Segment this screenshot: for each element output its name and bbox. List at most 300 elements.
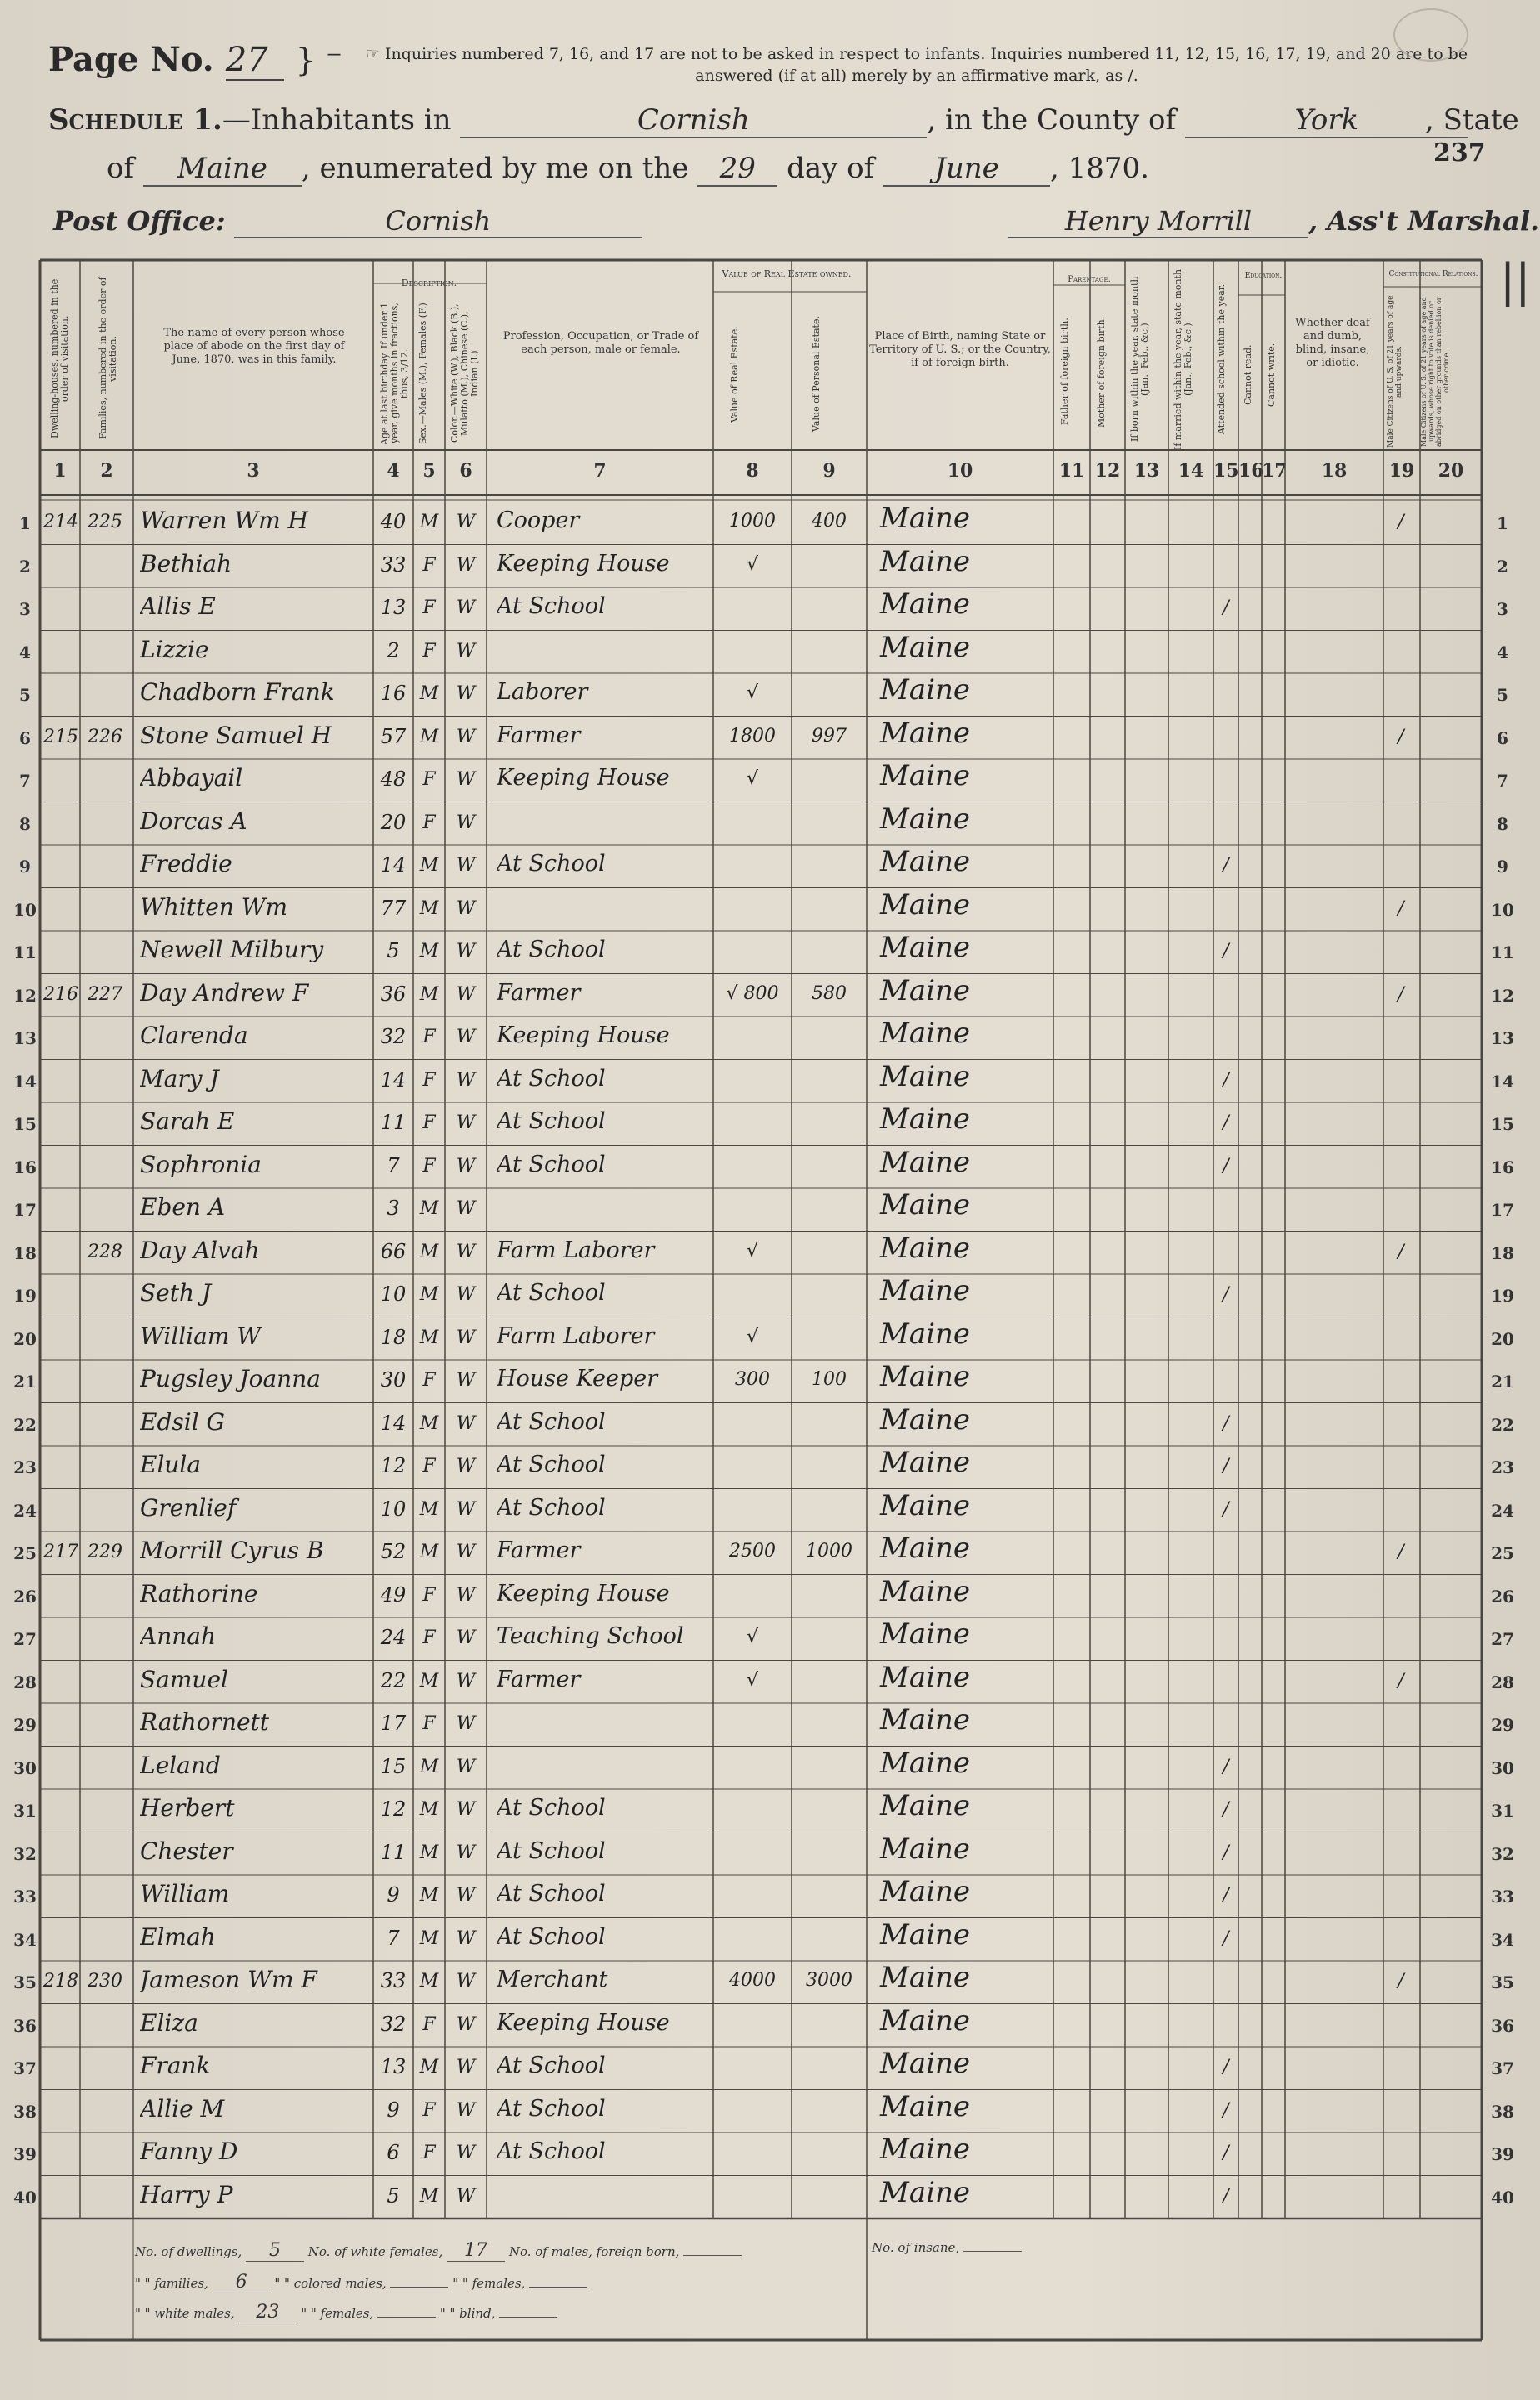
page-number-value: 27 <box>226 41 284 81</box>
birthplace: Maine <box>880 2047 970 2080</box>
real-estate-value: 1000 <box>729 511 776 532</box>
age: 36 <box>380 982 407 1006</box>
line-number: 29 <box>13 1715 37 1735</box>
family-number: 228 <box>88 1241 122 1262</box>
line-number-right: 3 <box>1497 599 1508 619</box>
sex: F <box>422 640 436 662</box>
birthplace: Maine <box>880 1360 970 1393</box>
attended-school-mark: / <box>1222 1756 1229 1778</box>
age: 77 <box>380 896 407 920</box>
line-number: 16 <box>13 1157 37 1178</box>
sex: M <box>419 1842 439 1863</box>
line-number: 22 <box>13 1414 37 1435</box>
color: W <box>456 769 476 790</box>
line-number: 37 <box>13 2058 37 2078</box>
family-number: 227 <box>88 983 122 1005</box>
person-name: Leland <box>140 1751 221 1779</box>
line-number-right: 9 <box>1497 857 1508 877</box>
age: 12 <box>380 1454 407 1478</box>
real-estate-value: √ 800 <box>726 982 779 1004</box>
male-citizen-mark: / <box>1398 726 1404 748</box>
white-females-count: 17 <box>447 2240 505 2262</box>
line-number: 35 <box>13 1972 37 1992</box>
age: 66 <box>380 1239 407 1263</box>
header-vote-denied: Male Citizens of U. S. of 21 years of age and upwards, whose right to vote is denied or abridged on other grounds than rebellion or other crime. <box>1420 297 1450 447</box>
sex: F <box>422 2142 436 2163</box>
male-citizen-mark: / <box>1398 1670 1404 1692</box>
attended-school-mark: / <box>1222 1155 1229 1177</box>
line-number-right: 39 <box>1491 2144 1514 2164</box>
age: 10 <box>380 1497 407 1521</box>
real-estate-value: √ <box>746 682 759 703</box>
color: W <box>456 983 476 1005</box>
header-cannot-write: Cannot write. <box>1266 342 1277 408</box>
line-number: 24 <box>13 1500 37 1521</box>
sex: M <box>419 898 439 919</box>
person-name: William <box>140 1880 230 1908</box>
header-sex: Sex.—Males (M.), Females (F.) <box>418 302 428 444</box>
sex: F <box>422 1713 436 1734</box>
color: W <box>456 1885 476 1906</box>
age: 14 <box>380 1068 407 1092</box>
day-field: 29 <box>698 152 778 187</box>
color: W <box>456 1628 476 1648</box>
line-number: 19 <box>13 1286 37 1306</box>
line-number-right: 30 <box>1491 1758 1514 1778</box>
sex: F <box>422 1027 436 1048</box>
line-number: 23 <box>13 1458 37 1478</box>
header-description: Description. <box>401 278 458 288</box>
birthplace: Maine <box>880 1446 970 1479</box>
color: W <box>456 1842 476 1863</box>
sex: F <box>422 1370 436 1391</box>
margin-mark: || <box>1500 254 1531 307</box>
sex: F <box>422 1155 436 1177</box>
person-name: Bethiah <box>140 549 232 578</box>
line-number-right: 1 <box>1497 513 1508 533</box>
header-married-year: If married within the year, state month (Jan., Feb., &c.) <box>1172 268 1193 450</box>
line-number-right: 17 <box>1491 1200 1514 1220</box>
line-number: 26 <box>13 1586 37 1607</box>
column-number: 10 <box>947 460 973 482</box>
birthplace: Maine <box>880 845 970 878</box>
column-number: 1 <box>53 460 67 482</box>
occupation: Farmer <box>497 722 581 748</box>
footer-insane: No. of insane, <box>872 2240 1022 2255</box>
age: 6 <box>387 2141 400 2164</box>
person-name: Sarah E <box>140 1108 235 1135</box>
sex: F <box>422 554 436 576</box>
line-number: 28 <box>13 1672 37 1692</box>
attended-school-mark: / <box>1222 2142 1229 2163</box>
birthplace: Maine <box>880 802 970 836</box>
column-number: 14 <box>1178 460 1204 482</box>
sex: M <box>419 983 439 1005</box>
header-family: Families, numbered in the order of visitation. <box>98 277 118 440</box>
header-mother-foreign: Mother of foreign birth. <box>1096 316 1107 428</box>
line-number: 31 <box>13 1801 37 1821</box>
line-number: 36 <box>13 2015 37 2036</box>
person-name: Herbert <box>140 1794 235 1822</box>
attended-school-mark: / <box>1222 1456 1229 1477</box>
birthplace: Maine <box>880 716 970 750</box>
marshal-label: , Ass't Marshal. <box>1308 205 1540 237</box>
age: 57 <box>380 724 407 748</box>
color: W <box>456 941 476 962</box>
line-number-right: 26 <box>1491 1586 1514 1607</box>
header-personal-estate: Value of Personal Estate. <box>811 316 822 432</box>
personal-estate-value: 100 <box>812 1369 847 1390</box>
line-number: 3 <box>19 599 31 619</box>
families-count: 6 <box>212 2272 271 2293</box>
column-number: 8 <box>746 460 759 482</box>
male-citizen-mark: / <box>1398 1542 1404 1562</box>
color: W <box>456 1284 476 1305</box>
marshal-line <box>1008 205 1539 238</box>
age: 18 <box>380 1325 407 1349</box>
white-males-count: 23 <box>238 2302 297 2323</box>
color: W <box>456 598 476 618</box>
age: 49 <box>380 1582 407 1607</box>
personal-estate-value: 3000 <box>806 1970 852 1991</box>
line-number-right: 28 <box>1491 1672 1514 1692</box>
sex: M <box>419 1756 439 1778</box>
occupation: Keeping House <box>497 550 670 577</box>
line-number-right: 5 <box>1497 685 1508 705</box>
age: 16 <box>380 682 407 705</box>
line-number-right: 15 <box>1491 1114 1514 1134</box>
line-number-right: 6 <box>1497 728 1508 748</box>
occupation: Teaching School <box>497 1623 684 1649</box>
family-number: 226 <box>88 726 122 748</box>
line-number: 21 <box>13 1372 37 1392</box>
person-name: Freddie <box>140 850 232 878</box>
color: W <box>456 1584 476 1606</box>
color: W <box>456 1799 476 1820</box>
occupation: At School <box>497 1108 606 1134</box>
occupation: Farm Laborer <box>497 1322 655 1349</box>
birthplace: Maine <box>880 1532 970 1565</box>
family-number: 230 <box>88 1971 122 1992</box>
male-citizen-mark: / <box>1398 983 1404 1005</box>
sex: M <box>419 1542 439 1562</box>
dwelling-number: 214 <box>43 512 78 532</box>
birthplace: Maine <box>880 1188 970 1222</box>
line-number-right: 20 <box>1491 1328 1514 1349</box>
personal-estate-value: 580 <box>812 982 847 1004</box>
birthplace: Maine <box>880 1145 970 1179</box>
male-citizen-mark: / <box>1398 1241 1404 1262</box>
line-number-right: 24 <box>1491 1500 1514 1521</box>
occupation: At School <box>497 2052 606 2078</box>
line-number-right: 25 <box>1491 1543 1514 1563</box>
sex: M <box>419 855 439 876</box>
occupation: At School <box>497 1065 606 1092</box>
age: 13 <box>380 596 407 619</box>
sex: M <box>419 941 439 962</box>
birthplace: Maine <box>880 1488 970 1522</box>
birthplace: Maine <box>880 630 970 664</box>
color: W <box>456 1928 476 1949</box>
real-estate-value: 2500 <box>729 1541 776 1562</box>
enumeration-line: of Maine , enumerated by me on the 29 day of June , 1870. <box>107 152 1149 185</box>
line-number-right: 16 <box>1491 1157 1514 1178</box>
age: 13 <box>380 2055 407 2078</box>
age: 7 <box>387 1153 400 1178</box>
color: W <box>456 2013 476 2035</box>
schedule-line: Schedule 1.—Inhabitants in Cornish , in the County of York <box>48 103 1468 138</box>
person-name: Lizzie <box>140 635 209 663</box>
color: W <box>456 1670 476 1692</box>
sex: F <box>422 2099 436 2121</box>
age: 30 <box>380 1368 407 1392</box>
line-number: 20 <box>13 1328 37 1349</box>
person-name: Pugsley Joanna <box>140 1365 321 1392</box>
birthplace: Maine <box>880 1832 970 1866</box>
person-name: Annah <box>140 1622 217 1650</box>
birthplace: Maine <box>880 931 970 964</box>
attended-school-mark: / <box>1222 1284 1229 1305</box>
family-number: 229 <box>88 1542 122 1562</box>
line-number-right: 22 <box>1491 1414 1514 1435</box>
occupation: At School <box>497 1795 606 1821</box>
age: 9 <box>387 1883 400 1907</box>
line-number-right: 18 <box>1491 1242 1514 1263</box>
line-number-right: 37 <box>1491 2058 1514 2078</box>
occupation: Farmer <box>497 1538 581 1563</box>
person-name: Grenlief <box>140 1493 237 1522</box>
color: W <box>456 2142 476 2163</box>
attended-school-mark: / <box>1222 855 1229 876</box>
color: W <box>456 1027 476 1048</box>
column-number: 11 <box>1058 460 1085 482</box>
attended-school-mark: / <box>1222 1885 1229 1906</box>
color: W <box>456 1155 476 1177</box>
sex: F <box>422 1628 436 1648</box>
sex: M <box>419 512 439 532</box>
sheet-number: 237 <box>1433 138 1486 168</box>
line-number: 39 <box>13 2144 37 2164</box>
color: W <box>456 812 476 833</box>
footer-line-3: " " white males, 23 " " females, " " blind, <box>135 2302 558 2323</box>
color: W <box>456 1542 476 1562</box>
line-number-right: 13 <box>1491 1028 1514 1048</box>
sex: M <box>419 1412 439 1434</box>
color: W <box>456 554 476 576</box>
attended-school-mark: / <box>1222 2185 1229 2207</box>
age: 40 <box>380 510 407 533</box>
birthplace: Maine <box>880 1746 970 1780</box>
line-number-right: 31 <box>1491 1801 1514 1821</box>
color: W <box>456 512 476 532</box>
age: 5 <box>387 2183 400 2208</box>
birthplace: Maine <box>880 888 970 922</box>
birthplace: Maine <box>880 759 970 792</box>
birthplace: Maine <box>880 2132 970 2166</box>
line-number: 27 <box>13 1629 37 1649</box>
occupation: At School <box>497 2138 606 2164</box>
person-name: Warren Wm H <box>140 507 308 534</box>
age: 33 <box>380 552 407 577</box>
occupation: House Keeper <box>497 1366 658 1392</box>
color: W <box>456 1198 476 1219</box>
sex: F <box>422 2013 436 2035</box>
age: 5 <box>387 939 400 962</box>
birthplace: Maine <box>880 1875 970 1908</box>
attended-school-mark: / <box>1222 1498 1229 1520</box>
person-name: Eliza <box>140 2008 198 2037</box>
person-name: Edsil G <box>140 1408 225 1436</box>
color: W <box>456 1498 476 1520</box>
header-real-estate: Value of Real Estate. <box>729 326 740 422</box>
real-estate-value: √ <box>746 768 759 789</box>
sex: M <box>419 1327 439 1348</box>
occupation: Farmer <box>497 1666 581 1692</box>
column-number: 4 <box>387 460 400 482</box>
sex: M <box>419 2185 439 2207</box>
occupation: At School <box>497 851 606 877</box>
color: W <box>456 1370 476 1391</box>
header-name: The name of every person whose place of abode on the first day of June, 1870, was in this family. <box>163 327 345 366</box>
header-education: Education. <box>1244 272 1282 280</box>
birthplace: Maine <box>880 1660 970 1694</box>
birthplace: Maine <box>880 1102 970 1136</box>
real-estate-value: √ <box>746 553 759 575</box>
color: W <box>456 1412 476 1434</box>
real-estate-value: 1800 <box>729 725 776 747</box>
color: W <box>456 1971 476 1992</box>
line-number-right: 27 <box>1491 1629 1514 1649</box>
occupation: At School <box>497 2095 606 2122</box>
occupation: At School <box>497 1881 606 1907</box>
attended-school-mark: / <box>1222 1928 1229 1949</box>
page-number: Page No. 27 } ⁻ <box>48 40 343 79</box>
footer-line-1: No. of dwellings, 5 No. of white females, 17 No. of males, foreign born, <box>135 2240 742 2262</box>
occupation: At School <box>497 1280 606 1306</box>
line-number: 14 <box>13 1071 37 1092</box>
person-name: Frank <box>140 2052 211 2079</box>
age: 14 <box>380 853 407 877</box>
birthplace: Maine <box>880 544 970 578</box>
person-name: Seth J <box>140 1279 212 1307</box>
column-number: 6 <box>459 460 472 482</box>
age: 2 <box>387 638 400 662</box>
dwellings-count: 5 <box>246 2240 304 2262</box>
sex: F <box>422 769 436 790</box>
column-number: 13 <box>1133 460 1160 482</box>
line-number: 25 <box>13 1543 37 1563</box>
age: 7 <box>387 1926 400 1950</box>
line-number: 34 <box>13 1929 37 1950</box>
person-name: Chester <box>140 1837 233 1865</box>
sex: M <box>419 1498 439 1520</box>
color: W <box>456 2185 476 2207</box>
person-name: Morrill Cyrus B <box>140 1537 324 1564</box>
real-estate-value: 4000 <box>729 1970 776 1991</box>
line-number: 7 <box>19 771 31 791</box>
attended-school-mark: / <box>1222 941 1229 962</box>
attended-school-mark: / <box>1222 2099 1229 2121</box>
occupation: At School <box>497 1494 606 1521</box>
age: 14 <box>380 1411 407 1435</box>
sex: M <box>419 1284 439 1305</box>
column-number: 18 <box>1321 460 1348 482</box>
dwelling-number: 215 <box>43 726 78 748</box>
age: 11 <box>380 1111 407 1134</box>
line-number: 38 <box>13 2101 37 2122</box>
header-male-citizens: Male Citizens of U. S. of 21 years of age and upwards. <box>1387 295 1403 448</box>
attended-school-mark: / <box>1222 1412 1229 1434</box>
birthplace: Maine <box>880 2175 970 2209</box>
line-number: 10 <box>13 899 37 920</box>
line-number-right: 38 <box>1491 2101 1514 2122</box>
occupation: At School <box>497 1452 606 1478</box>
schedule-label: Schedule 1. <box>48 103 222 137</box>
birthplace: Maine <box>880 673 970 707</box>
sex: F <box>422 1069 436 1091</box>
column-number: 9 <box>822 460 836 482</box>
county-field: York <box>1185 103 1468 138</box>
header-value-group: Value of Real Estate owned. <box>722 268 852 279</box>
line-number-right: 29 <box>1491 1715 1514 1735</box>
person-name: William W <box>140 1322 262 1350</box>
line-number: 8 <box>19 813 31 834</box>
header-born-year: If born within the year, state month (Jan., Feb., &c.) <box>1129 276 1150 442</box>
person-name: Day Andrew F <box>140 978 309 1007</box>
occupation: Cooper <box>497 508 580 533</box>
header-birthplace: Place of Birth, naming State or Territory of U. S.; or the Country, if of foreign birth. <box>869 330 1051 369</box>
person-name: Elula <box>140 1451 202 1478</box>
line-number-right: 40 <box>1491 2187 1514 2208</box>
state-label: , State <box>1425 103 1519 137</box>
birthplace: Maine <box>880 1789 970 1822</box>
person-name: Dorcas A <box>140 807 248 835</box>
birthplace: Maine <box>880 502 970 535</box>
column-number: 12 <box>1094 460 1121 482</box>
attended-school-mark: / <box>1222 1842 1229 1863</box>
line-number: 12 <box>13 985 37 1006</box>
person-name: Allie M <box>140 2094 225 2122</box>
attended-school-mark: / <box>1222 1799 1229 1820</box>
birthplace: Maine <box>880 1918 970 1952</box>
header-color: Color.—White (W.), Black (B.), Mulatto (M.), Chinese (C.), Indian (I.) <box>449 303 480 443</box>
personal-estate-value: 1000 <box>806 1541 852 1562</box>
birthplace: Maine <box>880 973 970 1008</box>
line-number: 2 <box>19 556 31 577</box>
person-name: Eben A <box>140 1193 226 1221</box>
line-number-right: 32 <box>1491 1843 1514 1864</box>
line-number-right: 8 <box>1497 813 1508 834</box>
line-number-right: 2 <box>1497 556 1508 577</box>
header-age: Age at last birthday. If under 1 year, give months in fractions, thus, 3/12. <box>379 302 410 445</box>
color: W <box>456 1112 476 1133</box>
birthplace: Maine <box>880 1274 970 1308</box>
line-number: 13 <box>13 1028 37 1048</box>
age: 22 <box>380 1668 407 1692</box>
line-number-right: 14 <box>1491 1071 1514 1092</box>
line-number-right: 7 <box>1497 771 1508 791</box>
color: W <box>456 1327 476 1348</box>
line-number: 4 <box>19 642 31 662</box>
line-number-right: 34 <box>1491 1929 1514 1950</box>
person-name: Rathorine <box>140 1579 258 1608</box>
column-number: 16 <box>1238 460 1264 482</box>
column-number: 20 <box>1438 460 1464 482</box>
column-number: 2 <box>100 460 113 482</box>
line-number: 11 <box>13 942 37 962</box>
page-brace: } ⁻ <box>295 42 343 78</box>
real-estate-value: 300 <box>735 1369 770 1390</box>
